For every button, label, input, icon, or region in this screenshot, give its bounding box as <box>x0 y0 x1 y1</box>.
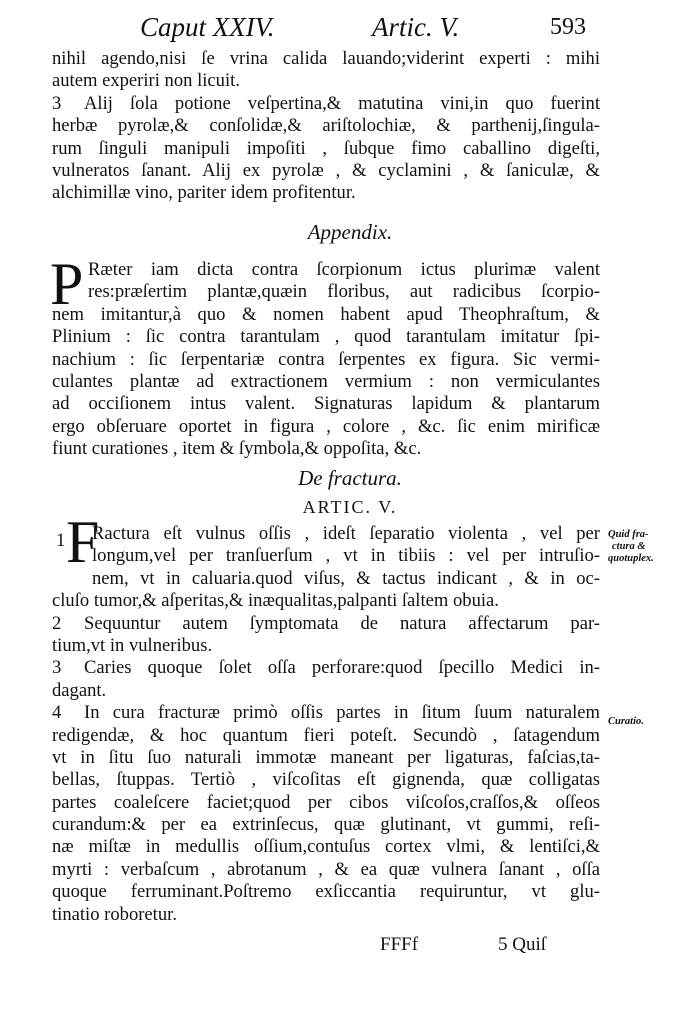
paragraph-number: 3 <box>52 92 62 114</box>
drop-capital: P <box>50 251 84 317</box>
text-line: ergo obſeruare oportet in figura , colore , &c. ſic enim mirificæ <box>52 415 600 437</box>
text-line: tinatio roboretur. <box>52 903 177 925</box>
text-line: myrti : verbaſcum , abrotanum , & ea quæ vulnera ſanant , oſſa <box>52 858 600 880</box>
margin-note-line: quotuplex. <box>608 553 654 564</box>
signature-mark: FFFf <box>380 934 419 955</box>
text-span: Caries quoque ſolet oſſa perforare:quod ſpecillo Medici in- <box>84 657 600 679</box>
text-line: fiunt curationes , item & ſymbola,& oppoſita, &c. <box>52 438 422 460</box>
text-line: nachium : ſic ſerpentariæ contra ſerpentes ex figura. Sic vermi- <box>52 348 600 370</box>
appendix-paragraph <box>52 259 600 461</box>
appendix-heading: Appendix. <box>307 220 393 244</box>
text-line: partes coaleſcere faciet;quod per cibos viſcoſos,craſſos,& oſſeos <box>52 791 600 813</box>
text-line: res:præſertim plantæ,quæin floribus, aut radicibus ſcorpio- <box>88 281 600 303</box>
drop-capital: F <box>66 509 100 575</box>
paragraph-number: 1 <box>56 530 66 551</box>
text-line: culantes plantæ ad extractionem vermium : non vermiculantes <box>52 370 600 392</box>
text-line: herbæ pyrolæ,& conſolidæ,& ariſtolochiæ, & parthenij,ſingula- <box>52 115 600 137</box>
fractura-paragraphs <box>52 523 600 926</box>
text-line: ad occiſionem intus valent. Signaturas lapidum & plantarum <box>52 393 600 415</box>
text-line <box>52 93 600 115</box>
fractura-heading: De fractura. <box>298 466 402 490</box>
paragraph-number: 4 <box>52 702 62 724</box>
chapter-title: Caput XXIV. <box>140 12 275 42</box>
page-footer <box>0 934 700 964</box>
margin-note-line: Quid fra- <box>608 529 649 540</box>
paragraph-number: 2 <box>52 612 62 634</box>
text-line: rum ſinguli manipuli impoſiti , ſubque fimo caballino digeſti, <box>52 137 600 159</box>
top-paragraphs <box>52 48 600 205</box>
text-line: nem imitantur,à quo & nomen habent apud Theophraſtum, & <box>52 303 600 325</box>
text-line: alchimillæ vino, pariter idem profitentur. <box>52 182 356 204</box>
text-line: quoque ferruminant.Poſtremo exſiccantia requiruntur, vt glu- <box>52 881 600 903</box>
text-line: Ractura eſt vulnus oſſis , ideſt ſeparatio violenta , vel per <box>92 523 600 544</box>
text-span: In cura fracturæ primò oſſis partes in ſitum ſuum naturalem <box>84 702 600 724</box>
article-heading: ARTIC. V. <box>302 497 398 517</box>
article-title: Artic. V. <box>372 12 460 42</box>
text-line: redigendæ, & hoc quantum fieri poteſt. Secundò , ſatagendum <box>52 724 600 746</box>
text-span: Sequuntur autem ſymptomata de natura affectarum par- <box>84 612 600 634</box>
text-line: Plinium : ſic contra tarantulam , quod tarantulam imitatur ſpi- <box>52 326 600 348</box>
text-line <box>52 613 600 635</box>
text-line: longum,vel per tranſuerſum , vt in tibiis : vel per intruſio- <box>92 545 600 567</box>
text-line <box>52 657 600 679</box>
catchword: 5 Quiſ <box>498 934 547 955</box>
paragraph-number: 3 <box>52 657 62 679</box>
margin-note-quid-fractura <box>608 529 654 565</box>
margin-note-curatio: Curatio. <box>608 716 644 727</box>
text-line: dagant. <box>52 679 107 701</box>
text-line: vt in ſitu ſuo naturali immotæ maneant per ligaturas, faſcias,ta- <box>52 746 600 768</box>
text-line: bellas, ſtuppas. Tertiò , viſcoſitas eſt gignenda, quæ colligatas <box>52 769 600 791</box>
text-line: tium,vt in vulneribus. <box>52 634 213 656</box>
text-line: curandum:& per ea extrinſecus, quæ glutinant, vt gummi, reſi- <box>52 814 600 836</box>
running-header <box>140 10 586 44</box>
text-span: Alij ſola potione veſpertina,& matutina vini,in quo fuerint <box>84 92 600 114</box>
page-number: 593 <box>550 14 586 40</box>
text-line: cluſo tumor,& aſperitas,& inæqualitas,palpanti ſaltem obuia. <box>52 590 499 612</box>
text-line <box>52 702 600 724</box>
text-line: Ræter iam dicta contra ſcorpionum ictus plurimæ valent <box>88 259 600 280</box>
text-line: nem, vt in caluaria.quod viſus, & tactus indicant , & in oc- <box>92 567 600 589</box>
margin-note-line: ctura & <box>612 541 646 552</box>
text-line: næ miſtæ in medullis oſſium,contuſus cortex vlmi, & lentiſci,& <box>52 836 600 858</box>
text-line: vulneratos ſanant. Alij ex pyrolæ , & cyclamini , & ſaniculæ, & <box>52 159 600 181</box>
text-line: autem experiri non licuit. <box>52 70 240 92</box>
text-line: nihil agendo,nisi ſe vrina calida lauando;viderint experti : mihi <box>52 48 600 69</box>
